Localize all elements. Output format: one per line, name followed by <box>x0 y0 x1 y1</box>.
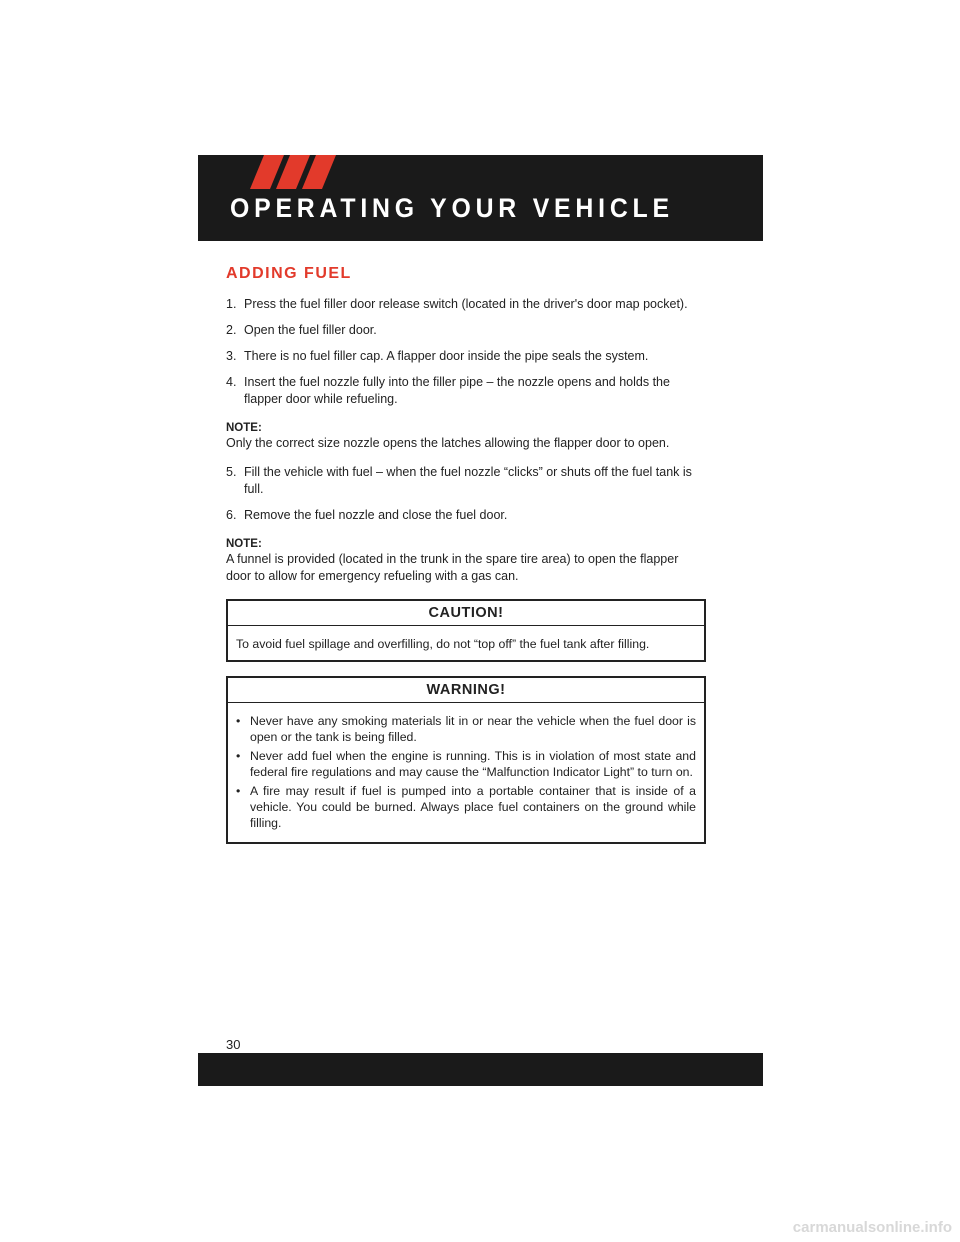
list-item <box>236 713 696 745</box>
chapter-header <box>198 155 763 241</box>
note-text: A funnel is provided (located in the trunk in the spare tire area) to open the flapper door to allow for emergency refueling with a gas can. <box>226 552 679 583</box>
bullet-icon: • <box>236 784 241 798</box>
page-number: 30 <box>226 1037 241 1052</box>
note-text: Only the correct size nozzle opens the latches allowing the flapper door to open. <box>226 436 670 450</box>
steps-list-a <box>226 296 706 408</box>
step-number: 1. <box>226 297 237 311</box>
caution-box <box>226 599 706 662</box>
watermark: carmanualsonline.info <box>792 1219 952 1236</box>
list-item <box>226 348 706 365</box>
step-number: 2. <box>226 323 237 337</box>
warning-text: Never have any smoking materials lit in or near the vehicle when the fuel door is open or the tank is being filled. <box>250 714 696 744</box>
list-item <box>226 296 706 313</box>
step-number: 3. <box>226 349 237 363</box>
step-number: 5. <box>226 465 237 479</box>
warning-text: Never add fuel when the engine is running. This is in violation of most state and federal fire regulations and may cause the “Malfunction Indicator Light” to turn on. <box>250 749 696 779</box>
brand-stripes-icon <box>250 155 340 189</box>
warning-body <box>228 703 704 842</box>
note-label: NOTE: <box>226 538 262 550</box>
step-text: Fill the vehicle with fuel – when the fuel nozzle “clicks” or shuts off the fuel tank is full. <box>244 465 692 496</box>
list-item <box>226 374 706 408</box>
warning-box <box>226 676 706 844</box>
warning-title: WARNING! <box>228 678 704 703</box>
page-content <box>226 265 706 844</box>
warning-text: A fire may result if fuel is pumped into a portable container that is inside of a vehicle. You could be burned. Always place fuel containers on the ground while filling. <box>250 784 696 830</box>
step-text: Open the fuel filler door. <box>244 323 377 337</box>
step-text: Remove the fuel nozzle and close the fuel door. <box>244 508 508 522</box>
step-text: Insert the fuel nozzle fully into the filler pipe – the nozzle opens and holds the flapper door while refueling. <box>244 375 670 406</box>
steps-list-b <box>226 464 706 524</box>
caution-body <box>228 626 704 660</box>
bullet-icon: • <box>236 749 241 763</box>
bullet-icon: • <box>236 714 241 728</box>
footer-bar <box>198 1053 763 1086</box>
step-number: 6. <box>226 508 237 522</box>
list-item <box>226 507 706 524</box>
caution-title: CAUTION! <box>228 601 704 626</box>
list-item <box>226 464 706 498</box>
step-text: There is no fuel filler cap. A flapper door inside the pipe seals the system. <box>244 349 649 363</box>
chapter-title: OPERATING YOUR VEHICLE <box>230 193 674 223</box>
step-number: 4. <box>226 375 237 389</box>
note-label: NOTE: <box>226 422 262 434</box>
caution-text: To avoid fuel spillage and overfilling, do not “top off” the fuel tank after filling. <box>236 637 650 651</box>
step-text: Press the fuel filler door release switch (located in the driver's door map pocket). <box>244 297 688 311</box>
section-title: ADDING FUEL <box>226 265 352 282</box>
list-item <box>236 748 696 780</box>
list-item <box>236 783 696 831</box>
list-item <box>226 322 706 339</box>
